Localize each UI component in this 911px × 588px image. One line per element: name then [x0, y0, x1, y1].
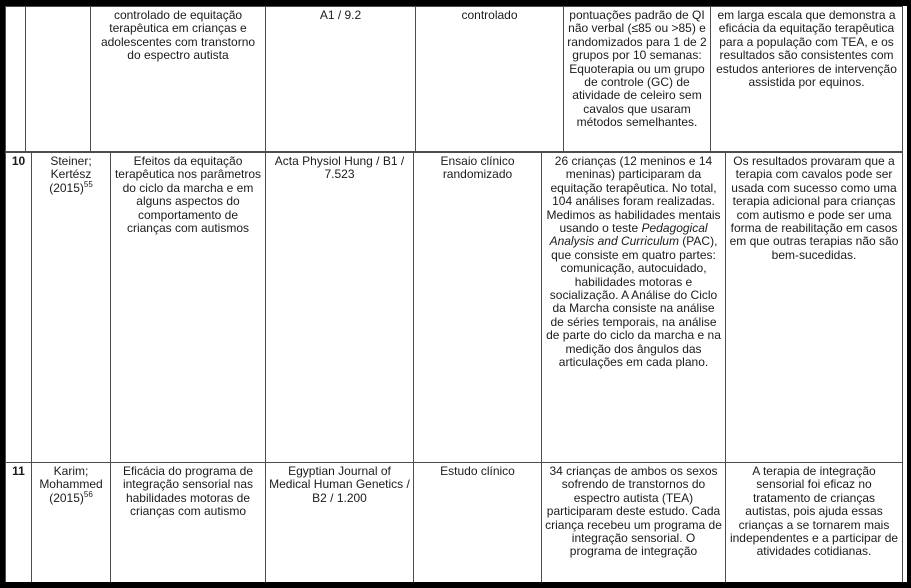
cell-authors: [26, 7, 91, 152]
table-row: [6, 153, 903, 463]
cell-study-type: controlado: [416, 7, 564, 152]
cell-title: Efeitos da equitação terapêutica nos parâmetros do ciclo da marcha e em alguns aspectos do comportamento de crianças com autismos: [111, 153, 266, 463]
cell-method: 26 crianças (12 meninos e 14 meninas) participaram da equitação terapêutica. No total, 104 análises foram realizadas. Medimos as habilidades mentais usando o teste Pedagogical Analysis and Curriculum (PAC), que consiste em quatro partes: comunicação, autocuidado, habilidades motoras e socialização. A Análise do Ciclo da Marcha consiste na análise de séries temporais, na análise de parte do ciclo da marcha e na medição dos ângulos das articulações em cada plano.: [542, 153, 726, 463]
author-names: Steiner; Kertész (2015): [49, 154, 92, 195]
author-names: Karim; Mohammed (2015): [39, 464, 103, 505]
cell-row-number: [6, 7, 26, 152]
cell-title: Eficácia do programa de integração sensorial nas habilidades motoras de crianças com autismo: [111, 463, 266, 584]
cell-journal: A1 / 9.2: [266, 7, 416, 152]
table-row: [6, 463, 903, 584]
cell-study-type: Ensaio clínico randomizado: [414, 153, 542, 463]
cell-authors: [32, 463, 111, 584]
table-row: [6, 7, 903, 152]
cell-results: A terapia de integração sensorial foi eficaz no tratamento de crianças autistas, pois ajuda essas crianças a se tornarem mais independentes e a participar de atividades cotidianas.: [726, 463, 903, 584]
reference-superscript: 56: [83, 489, 93, 499]
cell-row-number: 11: [6, 463, 32, 584]
cell-results: em larga escala que demonstra a eficácia da equitação terapêutica para a população com TEA, e os resultados são consistentes com estudos anteriores de intervenção assistida por equinos.: [711, 7, 903, 152]
cell-authors: [32, 153, 111, 463]
studies-table-continuation: [5, 6, 903, 152]
cell-title: controlado de equitação terapêutica em crianças e adolescentes com transtorno do espectro autista: [91, 7, 266, 152]
cell-study-type: Estudo clínico: [414, 463, 542, 584]
cell-results: Os resultados provaram que a terapia com cavalos pode ser usada com sucesso como uma terapia adicional para crianças com autismo e pode ser uma forma de reabilitação em casos em que outras terapias não são bem-sucedidas.: [726, 153, 903, 463]
reference-superscript: 55: [83, 179, 93, 189]
studies-table: [5, 152, 903, 584]
cell-journal: Acta Physiol Hung / B1 / 7.523: [266, 153, 414, 463]
cell-journal: Egyptian Journal of Medical Human Genetics / B2 / 1.200: [266, 463, 414, 584]
cell-row-number: 10: [6, 153, 32, 463]
cell-method: pontuações padrão de QI não verbal (≤85 ou >85) e randomizados para 1 de 2 grupos por 10 semanas: Equoterapia ou um grupo de controle (GC) de atividade de celeiro sem cavalos que usaram métodos semelhantes.: [564, 7, 711, 152]
cell-method: 34 crianças de ambos os sexos sofrendo de transtornos do espectro autista (TEA) participaram deste estudo. Cada criança recebeu um programa de integração sensorial. O programa de integração: [542, 463, 726, 584]
